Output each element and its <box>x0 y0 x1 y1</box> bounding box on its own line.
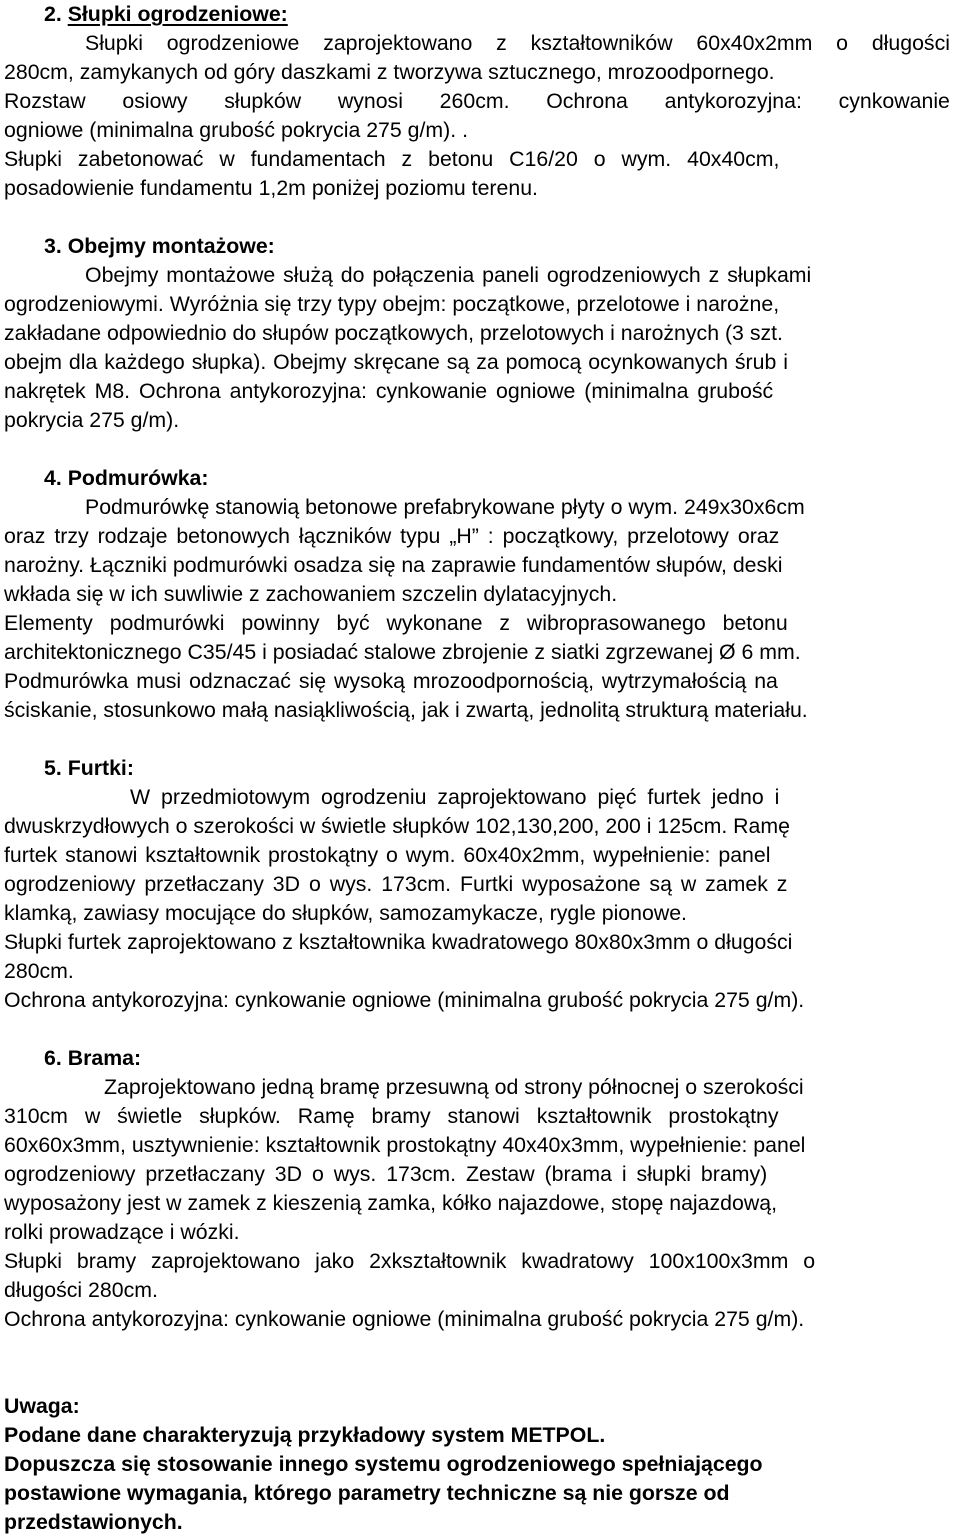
paragraph-line: długości 280cm. <box>4 1278 158 1302</box>
note-line: postawione wymagania, którego parametry techniczne są nie gorsze od <box>4 1481 730 1505</box>
paragraph-line: posadowienie fundamentu 1,2m poniżej poziomu terenu. <box>4 176 538 200</box>
section-heading-4: 4. Podmurówka: <box>44 466 209 490</box>
word: Słupki <box>85 31 144 55</box>
paragraph-line: pokrycia 275 g/m). <box>4 408 180 432</box>
paragraph-line: Podmurówka musi odznaczać się wysoką mrozoodpornością, wytrzymałością na <box>4 669 778 693</box>
word: o <box>836 31 849 55</box>
word: 260cm. <box>439 89 510 113</box>
paragraph-line: furtek stanowi kształtownik prostokątny o wym. 60x40x2mm, wypełnienie: panel <box>4 843 771 867</box>
word: osiowy <box>122 89 188 113</box>
word: cynkowanie <box>838 89 950 113</box>
word: antykorozyjna: <box>664 89 802 113</box>
paragraph-line: zakładane odpowiednio do słupów początkowych, przelotowych i narożnych (3 szt. <box>4 321 783 345</box>
paragraph-line: 60x60x3mm, usztywnienie: kształtownik prostokątny 40x40x3mm, wypełnienie: panel <box>4 1133 806 1157</box>
paragraph-line: 280cm. <box>4 959 74 983</box>
paragraph-line: 310cm w świetle słupków. Ramę bramy stanowi kształtownik prostokątny <box>4 1104 779 1128</box>
paragraph-line: ogrodzeniowy przetłaczany 3D o wys. 173cm. Furtki wyposażone są w zamek z <box>4 872 788 896</box>
paragraph-line: ogrodzeniowy przetłaczany 3D o wys. 173cm. Zestaw (brama i słupki bramy) <box>4 1162 768 1186</box>
paragraph-line: nakrętek M8. Ochrona antykorozyjna: cynkowanie ogniowe (minimalna grubość <box>4 379 774 403</box>
paragraph-line: Ochrona antykorozyjna: cynkowanie ogniowe (minimalna grubość pokrycia 275 g/m). <box>4 988 805 1012</box>
paragraph-line <box>85 29 950 58</box>
word: słupków <box>224 89 302 113</box>
paragraph-line: ściskanie, stosunkowo małą nasiąkliwością, jak i zwartą, jednolitą strukturą materiału. <box>4 698 808 722</box>
section-heading-2: 2. Słupki ogrodzeniowe: <box>44 2 288 26</box>
paragraph-line: wyposażony jest w zamek z kieszenią zamka, kółko najazdowe, stopę najazdową, <box>4 1191 777 1215</box>
paragraph-line: oraz trzy rodzaje betonowych łączników typu „H” : początkowy, przelotowy oraz <box>4 524 780 548</box>
paragraph-line: Słupki furtek zaprojektowano z kształtownika kwadratowego 80x80x3mm o długości <box>4 930 793 954</box>
word: kształtowników <box>530 31 673 55</box>
paragraph-line: dwuskrzydłowych o szerokości w świetle słupków 102,130,200, 200 i 125cm. Ramę <box>4 814 790 838</box>
word: zaprojektowano <box>323 31 473 55</box>
word: Rozstaw <box>4 89 86 113</box>
paragraph-line: rolki prowadzące i wózki. <box>4 1220 240 1244</box>
paragraph-line: ogniowe (minimalna grubość pokrycia 275 g/m). . <box>4 118 469 142</box>
word: ogrodzeniowe <box>166 31 300 55</box>
note-line: przedstawionych. <box>4 1510 183 1534</box>
word: wynosi <box>337 89 403 113</box>
paragraph-line: Słupki bramy zaprojektowano jako 2xkształtownik kwadratowy 100x100x3mm o <box>4 1249 816 1273</box>
paragraph-line: architektonicznego C35/45 i posiadać stalowe zbrojenie z siatki zgrzewanej Ø 6 mm. <box>4 640 801 664</box>
paragraph-line: Ochrona antykorozyjna: cynkowanie ogniowe (minimalna grubość pokrycia 275 g/m). <box>4 1307 805 1331</box>
paragraph-line: ogrodzeniowymi. Wyróżnia się trzy typy obejm: początkowe, przelotowe i narożne, <box>4 292 780 316</box>
paragraph-line: Elementy podmurówki powinny być wykonane z wibroprasowanego betonu <box>4 611 788 635</box>
paragraph-line <box>4 87 950 116</box>
section-heading-3: 3. Obejmy montażowe: <box>44 234 275 258</box>
paragraph-line: Słupki zabetonować w fundamentach z betonu C16/20 o wym. 40x40cm, <box>4 147 780 171</box>
paragraph-line: Zaprojektowano jedną bramę przesuwną od strony północnej o szerokości <box>104 1075 804 1099</box>
word: z <box>496 31 507 55</box>
note-line: Dopuszcza się stosowanie innego systemu ogrodzeniowego spełniającego <box>4 1452 763 1476</box>
section-heading-5: 5. Furtki: <box>44 756 134 780</box>
note-line: Podane dane charakteryzują przykładowy system METPOL. <box>4 1423 606 1447</box>
paragraph-line: narożny. Łączniki podmurówki osadza się na zaprawie fundamentów słupów, deski <box>4 553 783 577</box>
paragraph-line: Podmurówkę stanowią betonowe prefabrykowane płyty o wym. 249x30x6cm <box>85 495 805 519</box>
paragraph-line: klamką, zawiasy mocujące do słupków, samozamykacze, rygle pionowe. <box>4 901 687 925</box>
word: Ochrona <box>546 89 628 113</box>
paragraph-line: Obejmy montażowe służą do połączenia paneli ogrodzeniowych z słupkami <box>85 263 812 287</box>
paragraph-line: obejm dla każdego słupka). Obejmy skręcane są za pomocą ocynkowanych śrub i <box>4 350 788 374</box>
paragraph-line: 280cm, zamykanych od góry daszkami z tworzywa sztucznego, mrozoodpornego. <box>4 60 775 84</box>
note-title: Uwaga: <box>4 1394 80 1418</box>
paragraph-line: W przedmiotowym ogrodzeniu zaprojektowano pięć furtek jedno i <box>130 785 780 809</box>
section-heading-6: 6. Brama: <box>44 1046 142 1070</box>
word: długości <box>871 31 950 55</box>
word: 60x40x2mm <box>696 31 813 55</box>
paragraph-line: wkłada się w ich suwliwie z zachowaniem szczelin dylatacyjnych. <box>4 582 618 606</box>
